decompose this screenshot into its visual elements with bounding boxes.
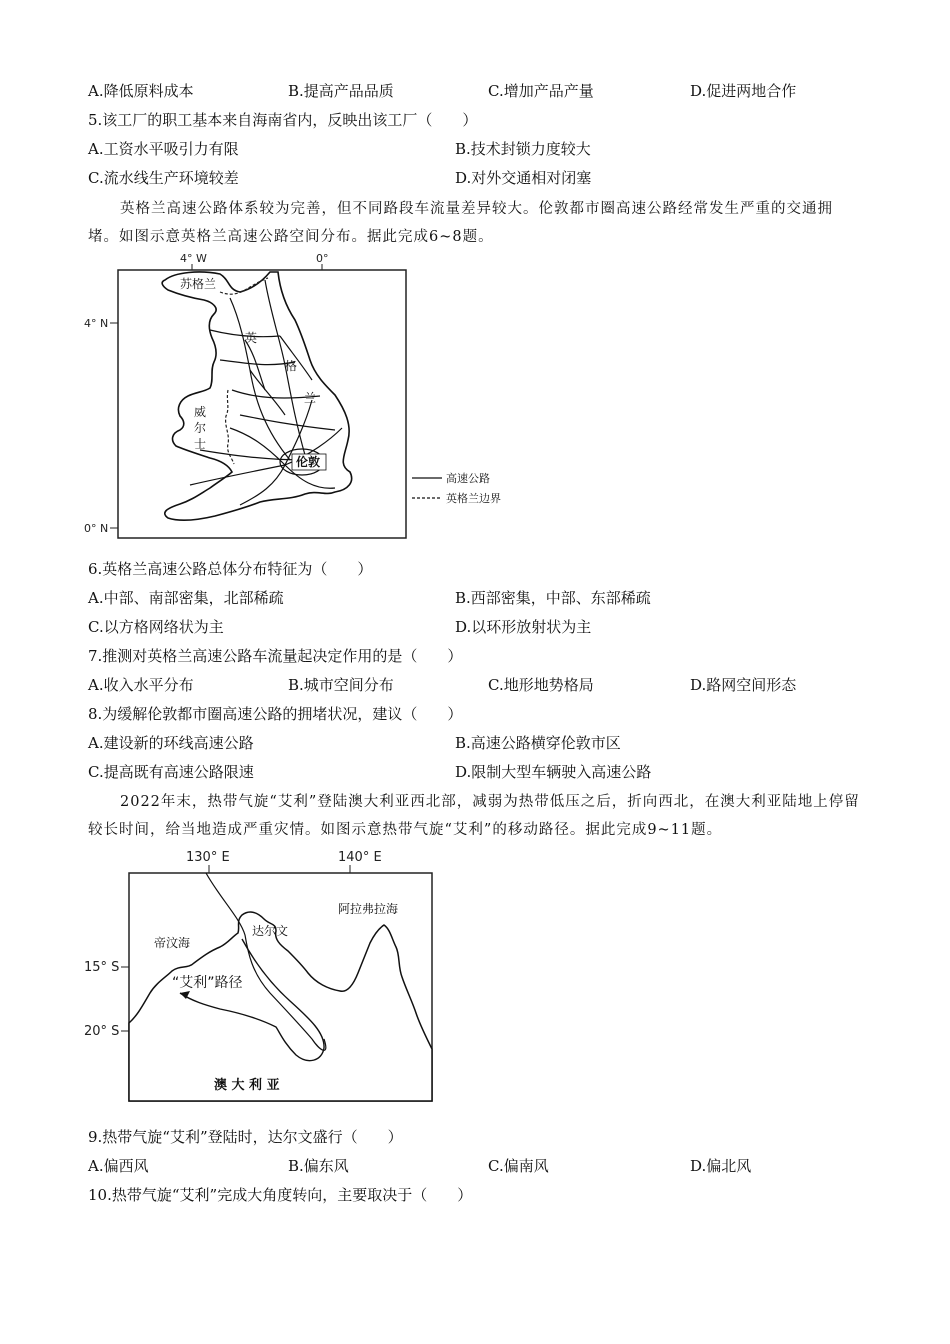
- q5-option-c: C.流水线生产环境较差: [88, 169, 239, 187]
- label-england-1: 英: [245, 331, 258, 345]
- label-london: 伦敦: [296, 455, 321, 469]
- q9-option-d: D.偏北风: [690, 1157, 752, 1175]
- q5-stem: 5.该工厂的职工基本来自海南省内，反映出该工厂（ ）: [88, 111, 478, 129]
- q8-stem: 8.为缓解伦敦都市圈高速公路的拥堵状况，建议（ ）: [88, 705, 463, 723]
- q9-option-a: A.偏西风: [88, 1157, 149, 1175]
- label-australia: 澳 大 利 亚: [214, 1078, 280, 1093]
- legend-border: 英格兰边界: [446, 492, 501, 505]
- q7-option-d: D.路网空间形态: [690, 676, 797, 694]
- q8-option-a: A.建设新的环线高速公路: [88, 734, 254, 752]
- label-wales-2: 尔: [194, 421, 207, 435]
- q4-option-a: A.降低原料成本: [88, 82, 194, 100]
- label-wales-3: 士: [194, 437, 207, 451]
- label-wales-1: 威: [194, 405, 207, 419]
- q7-stem: 7.推测对英格兰高速公路车流量起决定作用的是（ ）: [88, 647, 463, 665]
- legend-highway: 高速公路: [446, 472, 490, 485]
- q6-option-a: A.中部、南部密集，北部稀疏: [88, 589, 284, 607]
- england-highway-map: [80, 250, 520, 545]
- passage-england: 英格兰高速公路体系较为完善，但不同路段车流量差异较大。伦敦都市圈高速公路经常发生严重的交通拥堵。如图示意英格兰高速公路空间分布。据此完成6~8题。: [88, 201, 833, 245]
- q8-option-b: B.高速公路横穿伦敦市区: [455, 734, 621, 752]
- q4-option-c: C.增加产品产量: [488, 82, 594, 100]
- lat-label-20s: 20° S: [84, 1024, 120, 1039]
- q4-option-d: D.促进两地合作: [690, 82, 797, 100]
- label-england-2: 格: [285, 359, 298, 373]
- q5-option-d: D.对外交通相对闭塞: [455, 169, 592, 187]
- q8-option-c: C.提高既有高速公路限速: [88, 763, 254, 781]
- q4-option-b: B.提高产品品质: [288, 82, 394, 100]
- q10-stem: 10.热带气旋“艾利”完成大角度转向，主要取决于（ ）: [88, 1186, 473, 1204]
- lon-label-140e: 140° E: [338, 850, 382, 865]
- q7-option-c: C.地形地势格局: [488, 676, 594, 694]
- q9-option-c: C.偏南风: [488, 1157, 549, 1175]
- lon-label-0: 0°: [316, 252, 329, 265]
- q6-option-d: D.以环形放射状为主: [455, 618, 592, 636]
- lat-label-15s: 15° S: [84, 960, 120, 975]
- q6-option-c: C.以方格网络状为主: [88, 618, 224, 636]
- q7-option-b: B.城市空间分布: [288, 676, 394, 694]
- label-timor: 帝汶海: [154, 936, 191, 950]
- q6-option-b: B.西部密集，中部、东部稀疏: [455, 589, 651, 607]
- lat-label-4n: 4° N: [84, 317, 109, 330]
- lat-label-0n: 0° N: [84, 522, 109, 535]
- q5-option-a: A.工资水平吸引力有限: [88, 140, 239, 158]
- lon-label-4w: 4° W: [180, 252, 207, 265]
- label-arafura: 阿拉弗拉海: [338, 902, 399, 916]
- q9-stem: 9.热带气旋“艾利”登陆时，达尔文盛行（ ）: [88, 1128, 403, 1146]
- label-scotland: 苏格兰: [180, 277, 217, 291]
- label-england-3: 兰: [304, 391, 317, 405]
- q6-stem: 6.英格兰高速公路总体分布特征为（ ）: [88, 560, 373, 578]
- passage-cyclone: 2022年末，热带气旋“艾利”登陆澳大利亚西北部，减弱为热带低压之后，折向西北，在澳大利亚陆地上停留较长时间，给当地造成严重灾情。如图示意热带气旋“艾利”的移动路径。据此完成9~11题。: [88, 794, 860, 838]
- label-path: “艾利”路径: [172, 975, 243, 991]
- q9-option-b: B.偏东风: [288, 1157, 349, 1175]
- q8-option-d: D.限制大型车辆驶入高速公路: [455, 763, 652, 781]
- label-darwin: 达尔文: [252, 924, 289, 938]
- cyclone-path-map: [80, 843, 440, 1108]
- lon-label-130e: 130° E: [186, 850, 230, 865]
- q5-option-b: B.技术封锁力度较大: [455, 140, 591, 158]
- q7-option-a: A.收入水平分布: [88, 676, 194, 694]
